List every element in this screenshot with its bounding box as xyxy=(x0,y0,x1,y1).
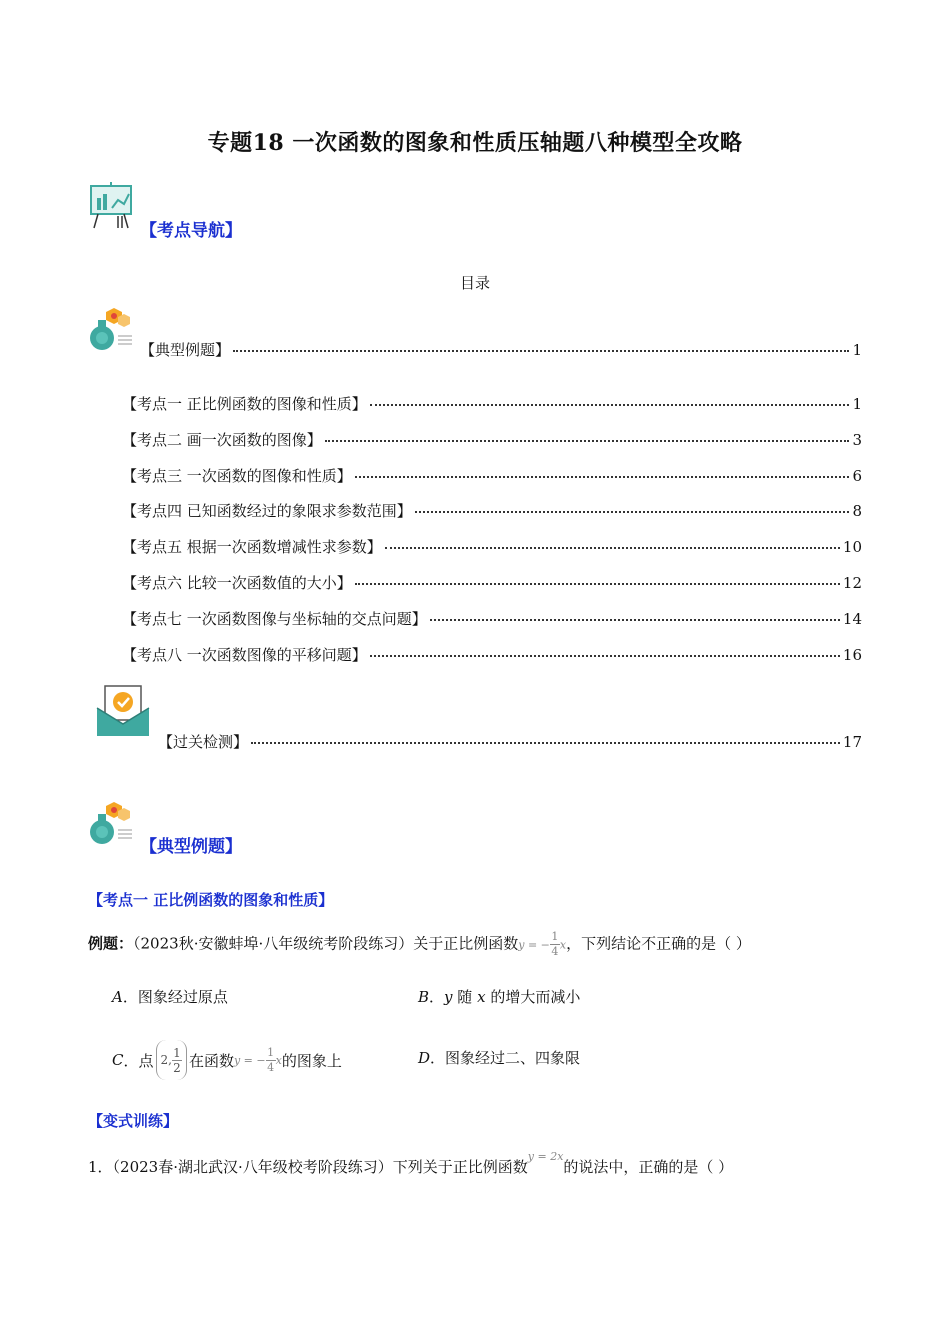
toc-item-label: 【考点三 一次函数的图像和性质】 xyxy=(122,467,352,485)
option-text: 在函数 xyxy=(188,1051,234,1070)
toc-item-page: 3 xyxy=(852,431,862,449)
formula-lhs: y = − xyxy=(518,938,550,952)
toc-item-label: 【过关检测】 xyxy=(158,733,249,751)
checklist-envelope-icon xyxy=(95,684,151,740)
toc-item-label: 【考点八 一次函数图像的平移问题】 xyxy=(122,646,367,664)
toc-leader xyxy=(251,742,840,744)
toc-item[interactable] xyxy=(122,608,862,630)
frac-den: 4 xyxy=(267,1060,275,1074)
option-letter: C xyxy=(112,1051,124,1069)
toc-item[interactable] xyxy=(122,536,862,558)
toc-item-label: 【考点六 比较一次函数值的大小】 xyxy=(122,574,352,592)
toc-leader xyxy=(355,476,850,478)
toc-leader xyxy=(370,655,840,657)
example-text: （2023秋·安徽蚌埠·八年级统考阶段练习）关于正比例函数 xyxy=(133,934,519,953)
toc-item-label: 【考点四 已知函数经过的象限求参数范围】 xyxy=(122,502,412,520)
toc-leader xyxy=(430,619,840,621)
toc-item-page: 6 xyxy=(852,467,862,485)
option-text: 的图象上 xyxy=(281,1051,342,1070)
toc-item-page: 10 xyxy=(842,538,862,556)
point-x: 2, xyxy=(160,1053,172,1067)
frac-num: 1 xyxy=(551,930,559,943)
question-1 xyxy=(88,1150,734,1177)
example-prefix: 例题： xyxy=(88,934,134,953)
practice-heading: 【变式训练】 xyxy=(88,1112,179,1130)
topic-heading: 【考点一 正比例函数的图象和性质】 xyxy=(88,891,334,909)
toc-item-page: 1 xyxy=(852,395,862,413)
toc-item-page: 17 xyxy=(842,733,862,751)
option-b[interactable] xyxy=(418,986,580,1007)
toc-item-label: 【考点七 一次函数图像与坐标轴的交点问题】 xyxy=(122,610,427,628)
toc-leader xyxy=(233,350,849,352)
frac-num: 1 xyxy=(173,1045,181,1060)
flask-icon xyxy=(88,306,134,352)
formula-fraction xyxy=(266,1046,276,1075)
toc-item[interactable] xyxy=(122,572,862,594)
toc-item-label: 【典型例题】 xyxy=(140,341,231,359)
toc-item-label: 【考点一 正比例函数的图像和性质】 xyxy=(122,395,367,413)
point-coords xyxy=(156,1040,187,1080)
frac-num: 1 xyxy=(267,1045,275,1059)
toc-leader xyxy=(325,440,850,442)
option-text: ．图象经过二、四象限 xyxy=(430,1049,581,1067)
option-letter: A xyxy=(112,988,123,1006)
option-text: ． xyxy=(429,988,445,1006)
var-y: y xyxy=(444,988,453,1006)
option-text: 随 xyxy=(452,988,478,1006)
toc-item[interactable] xyxy=(122,393,862,415)
toc-item[interactable] xyxy=(122,429,862,451)
toc-leader xyxy=(385,547,840,549)
example-question xyxy=(88,930,751,959)
option-letter: B xyxy=(418,988,430,1006)
option-a[interactable] xyxy=(112,986,228,1007)
frac-den: 4 xyxy=(551,945,559,958)
toc-item[interactable] xyxy=(122,465,862,487)
frac-den: 2 xyxy=(173,1060,181,1075)
toc-item-label: 【考点五 根据一次函数增减性求参数】 xyxy=(122,538,382,556)
toc-leader xyxy=(370,404,850,406)
toc-item-page: 14 xyxy=(842,610,862,628)
formula-lhs: y = − xyxy=(233,1053,266,1067)
page-title: 专题18 一次函数的图象和性质压轴题八种模型全攻略 xyxy=(207,130,743,156)
toc-leader xyxy=(415,511,850,513)
toc-item[interactable] xyxy=(140,339,862,361)
flask-icon xyxy=(88,800,134,846)
option-c[interactable] xyxy=(112,1040,342,1080)
toc-leader xyxy=(355,583,840,585)
toc-item-page: 12 xyxy=(842,574,862,592)
formula-x: x xyxy=(559,938,567,952)
point-fraction xyxy=(172,1046,182,1075)
var-x: x xyxy=(477,988,486,1006)
nav-label: 【考点导航】 xyxy=(140,221,242,241)
option-text: ．图象经过原点 xyxy=(122,988,228,1006)
option-text: ．点 xyxy=(123,1051,154,1070)
toc-item[interactable] xyxy=(122,500,862,522)
toc-item-page: 8 xyxy=(852,502,862,520)
option-d[interactable] xyxy=(418,1047,580,1068)
toc-title: 目录 xyxy=(459,274,490,292)
toc-item[interactable] xyxy=(122,644,862,666)
presentation-icon xyxy=(88,182,138,232)
question-number: 1． xyxy=(88,1158,113,1176)
toc-item-page: 1 xyxy=(852,341,862,359)
formula-fraction xyxy=(550,930,560,959)
formula-x: x xyxy=(275,1053,282,1067)
option-letter: D xyxy=(418,1049,431,1067)
question-text-tail: 的说法中，正确的是（ ） xyxy=(563,1158,734,1176)
toc-item-label: 【考点二 画一次函数的图像】 xyxy=(122,431,322,449)
section-heading: 【典型例题】 xyxy=(140,837,242,857)
question-text: （2023春·湖北武汉·八年级校考阶段练习）下列关于正比例函数 xyxy=(112,1158,528,1176)
toc-item-page: 16 xyxy=(842,646,862,664)
formula: y = 2x xyxy=(527,1150,564,1163)
example-text-tail: ，下列结论不正确的是（ ） xyxy=(566,934,751,953)
option-text: 的增大而减小 xyxy=(485,988,581,1006)
toc-item[interactable] xyxy=(158,731,862,753)
